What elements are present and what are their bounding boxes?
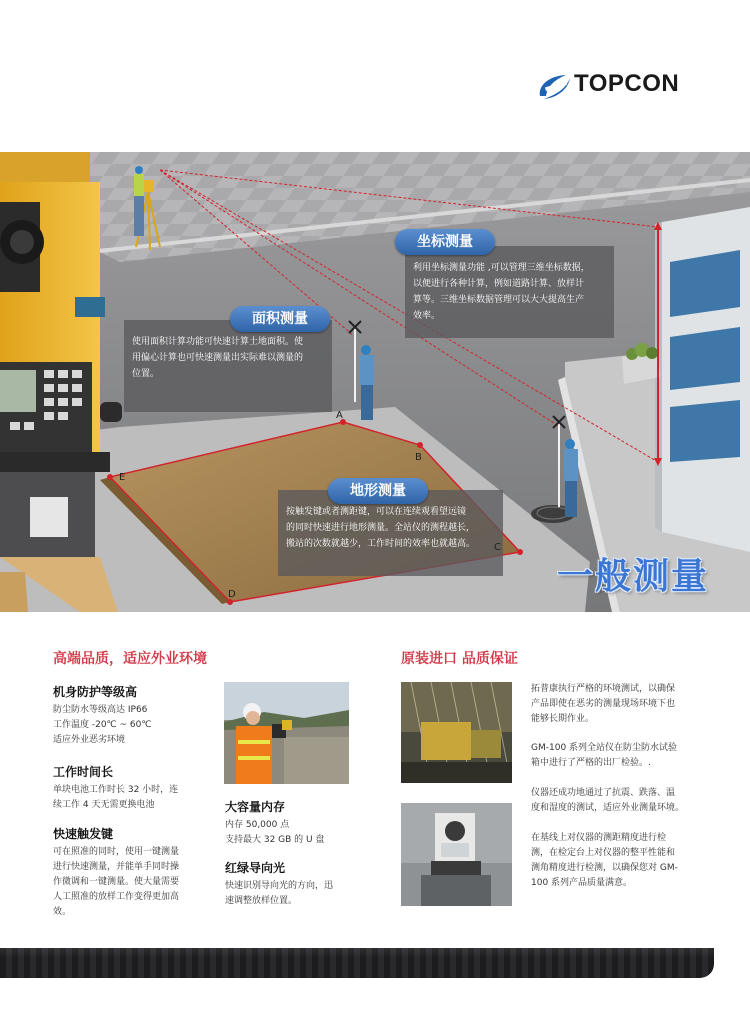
coordinate-measure-pill: 坐标测量 [395,229,495,255]
topo-measure-pill: 地形测量 [328,478,428,504]
point-label-e: E [119,472,126,483]
topcon-logo [536,68,716,104]
topo-description: 按触发键或者测距键，可以在连续观看望远镜 的同时快速进行地形测量。全站仪的测程越长， 搬站的次数就越少，工作时间的效率也就越高。 [278,490,503,576]
feature-heading: 工作时间长 [53,765,114,779]
calibration-image [401,803,512,906]
right-section-title: 原装进口 品质保证 [401,651,518,667]
feature-trigger [53,825,213,920]
feature-heading: 快速触发键 [53,827,114,841]
point-label-b: B [415,452,422,463]
right-paragraph-4: 在基线上对仪器的测距精度进行检 测，在检定台上对仪器的整平性能和 测角精度进行检测，以确保您对 GM- 100 系列产品质量满意。 [531,833,678,888]
feature-heading: 大容量内存 [225,800,286,814]
coordinate-description: 利用坐标测量功能 ,可以管理三维坐标数据， 以便进行各种计算，例如道路计算、放样计 算等。三维坐标数据管理可以大大提高生产 效率。 [405,246,614,338]
area-description: 使用面积计算功能可快速计算土地面积。使 用偏心计算也可快速测量出实际难以测量的 位置。 [124,320,332,412]
feature-heading: 红绿导向光 [225,861,286,875]
surveyor-photo-image [224,682,349,784]
area-measure-pill: 面积测量 [230,306,330,332]
point-label-a: A [336,410,343,421]
feature-text: 内存 50,000 点 支持最大 32 GB 的 U 盘 [225,820,325,845]
right-paragraph-3: 仪器还成功地通过了抗震、跌落、温 度和湿度的测试，适应外业测量环境。 [531,788,685,813]
feature-text: 可在照准的同时，使用一键测量 进行快速测量，并能单手同时操 作微调和一键测量。使大量需要 人工照准的放样工作变得更加高 效。 [53,847,180,917]
feature-guide-light [225,859,385,909]
feature-text: 快速识别导向光的方向，迅 速调整放样位置。 [225,881,334,906]
hero-title: 一般测量 [557,556,710,597]
hero-scene [0,152,750,612]
calibration-photo [401,803,512,906]
feature-memory [225,798,385,848]
surveyor-photo [224,682,349,784]
feature-protection [53,683,213,748]
right-paragraph-2: GM-100 系列全站仪在防尘防水试验 箱中进行了严格的出厂检验。. [531,743,678,768]
point-label-c: C [494,542,501,553]
right-paragraph-1: 拓普康执行严格的环境测试，以确保 产品即使在恶劣的测量现场环境下也 能够长期作业。 [531,684,676,724]
feature-text: 防尘防水等级高达 IP66 工作温度 -20℃ ~ 60℃ 适应外业恶劣环境 [53,705,152,745]
waterproof-test-image [401,682,512,783]
topcon-logo-icon [536,72,572,102]
brand-name: TOPCON [574,70,680,97]
feature-text: 单块电池工作时长 32 小时，连 续工作 4 天无需更换电池 [53,785,179,810]
footer-bar [0,948,714,978]
waterproof-test-photo [401,682,512,783]
feature-battery [53,763,213,813]
point-label-d: D [228,589,236,600]
left-section-title: 高端品质，适应外业环境 [53,651,207,667]
feature-heading: 机身防护等级高 [53,685,138,699]
